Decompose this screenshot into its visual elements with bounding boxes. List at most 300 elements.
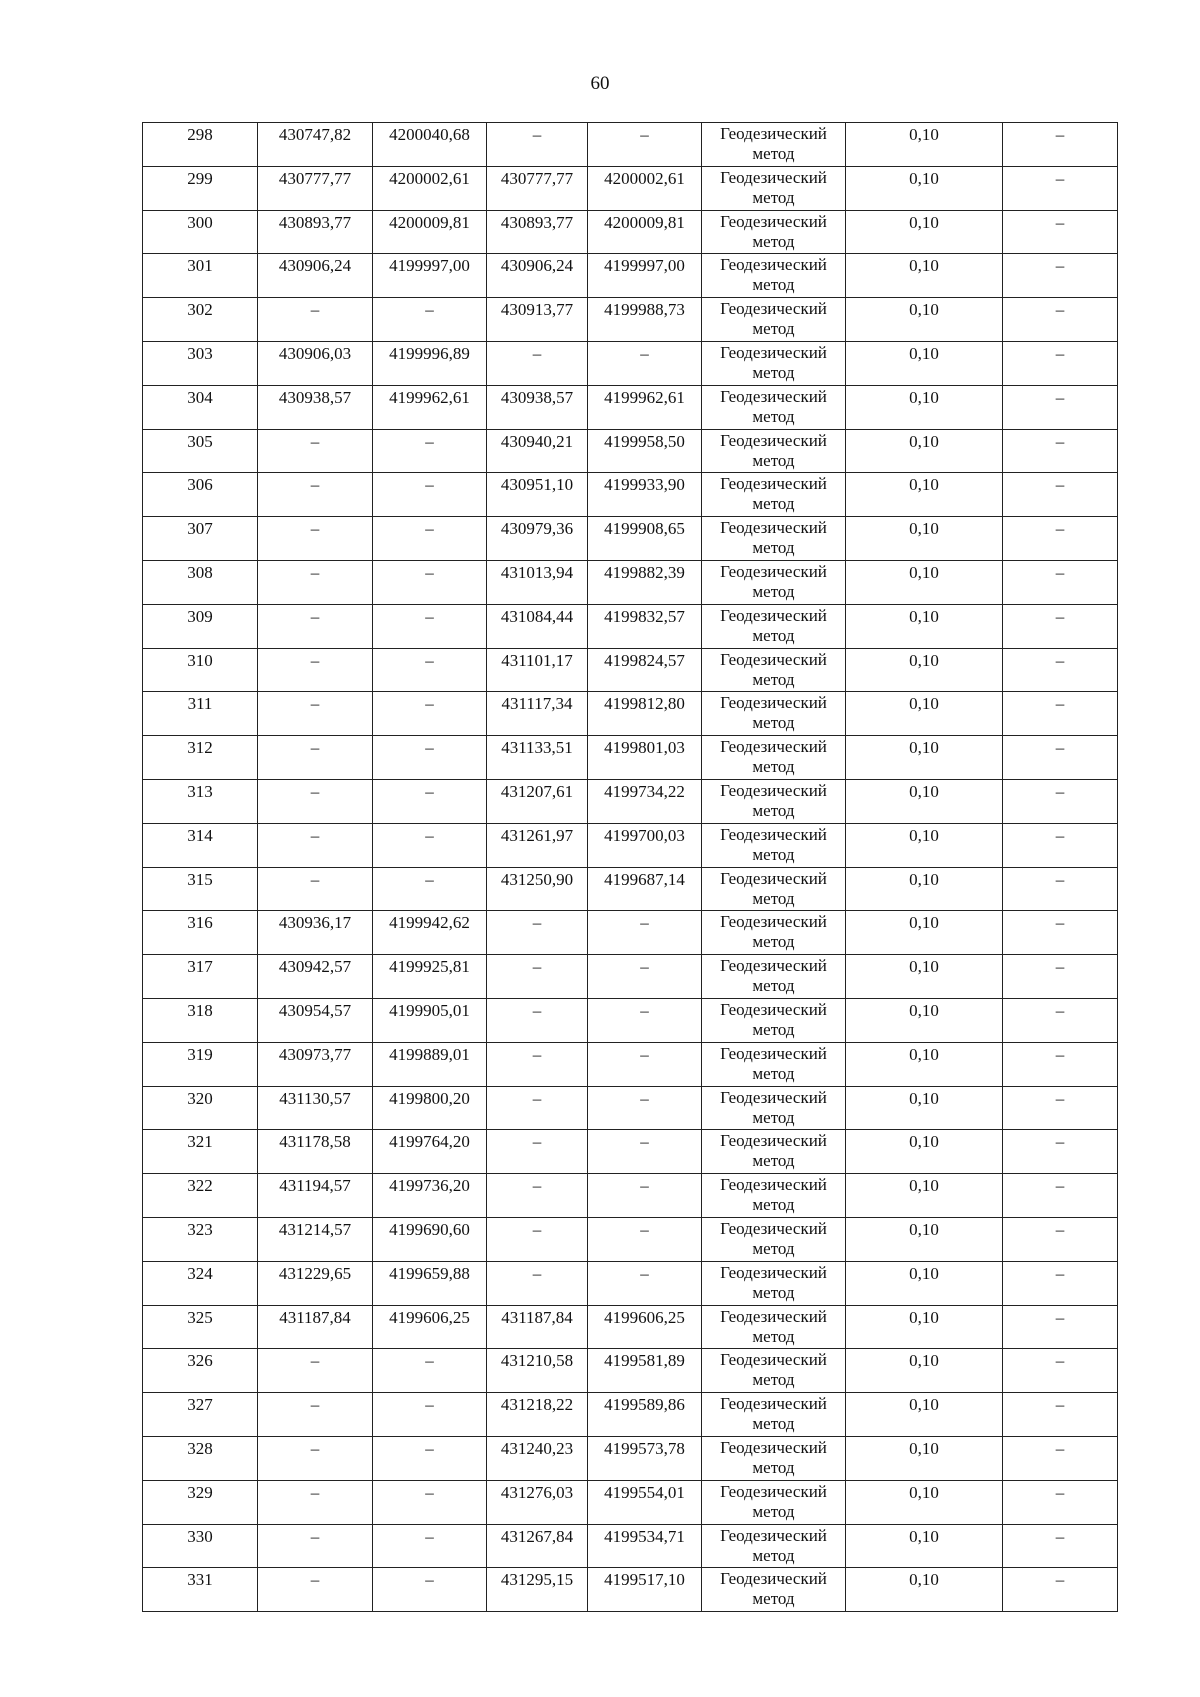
precision-cell: 0,10 (846, 648, 1003, 692)
precision-cell: 0,10 (846, 1042, 1003, 1086)
point-number-cell: 322 (143, 1174, 258, 1218)
old-x-cell: – (258, 1480, 373, 1524)
method-cell: Геодезический метод (702, 1086, 846, 1130)
precision-cell: 0,10 (846, 385, 1003, 429)
precision-cell: 0,10 (846, 604, 1003, 648)
new-x-cell: – (487, 955, 588, 999)
old-y-cell: – (373, 867, 487, 911)
new-y-cell: 4199882,39 (588, 560, 702, 604)
precision-cell: 0,10 (846, 779, 1003, 823)
old-y-cell: – (373, 823, 487, 867)
method-cell: Геодезический метод (702, 385, 846, 429)
new-x-cell: 430777,77 (487, 166, 588, 210)
old-y-cell: – (373, 779, 487, 823)
description-cell: – (1003, 1393, 1118, 1437)
point-number-cell: 302 (143, 298, 258, 342)
description-cell: – (1003, 911, 1118, 955)
description-cell: – (1003, 123, 1118, 167)
method-cell: Геодезический метод (702, 779, 846, 823)
old-y-cell: – (373, 429, 487, 473)
new-y-cell: – (588, 1174, 702, 1218)
point-number-cell: 311 (143, 692, 258, 736)
old-y-cell: – (373, 560, 487, 604)
method-cell: Геодезический метод (702, 823, 846, 867)
method-cell: Геодезический метод (702, 1217, 846, 1261)
old-x-cell: – (258, 1349, 373, 1393)
precision-cell: 0,10 (846, 736, 1003, 780)
old-x-cell: 430942,57 (258, 955, 373, 999)
coordinates-table (142, 122, 1118, 1612)
point-number-cell: 325 (143, 1305, 258, 1349)
new-x-cell: 431207,61 (487, 779, 588, 823)
method-cell: Геодезический метод (702, 1130, 846, 1174)
precision-cell: 0,10 (846, 1568, 1003, 1612)
description-cell: – (1003, 210, 1118, 254)
new-x-cell: 431295,15 (487, 1568, 588, 1612)
point-number-cell: 310 (143, 648, 258, 692)
precision-cell: 0,10 (846, 298, 1003, 342)
table-row (143, 1305, 1118, 1349)
new-x-cell: 431117,34 (487, 692, 588, 736)
point-number-cell: 307 (143, 517, 258, 561)
old-x-cell: – (258, 560, 373, 604)
old-y-cell: – (373, 1349, 487, 1393)
point-number-cell: 331 (143, 1568, 258, 1612)
description-cell: – (1003, 1480, 1118, 1524)
new-y-cell: 4199554,01 (588, 1480, 702, 1524)
method-cell: Геодезический метод (702, 210, 846, 254)
point-number-cell: 299 (143, 166, 258, 210)
old-y-cell: – (373, 473, 487, 517)
new-x-cell: 430938,57 (487, 385, 588, 429)
table-row (143, 473, 1118, 517)
new-y-cell: 4199801,03 (588, 736, 702, 780)
point-number-cell: 298 (143, 123, 258, 167)
new-x-cell: – (487, 1261, 588, 1305)
precision-cell: 0,10 (846, 692, 1003, 736)
new-y-cell: 4199824,57 (588, 648, 702, 692)
new-x-cell: 431210,58 (487, 1349, 588, 1393)
new-y-cell: 4199988,73 (588, 298, 702, 342)
new-y-cell: 4199700,03 (588, 823, 702, 867)
point-number-cell: 300 (143, 210, 258, 254)
description-cell: – (1003, 1349, 1118, 1393)
old-x-cell: 430906,03 (258, 341, 373, 385)
description-cell: – (1003, 736, 1118, 780)
old-y-cell: 4200002,61 (373, 166, 487, 210)
new-y-cell: 4200009,81 (588, 210, 702, 254)
old-x-cell: – (258, 1568, 373, 1612)
table-row (143, 823, 1118, 867)
table-row (143, 692, 1118, 736)
new-x-cell: 431276,03 (487, 1480, 588, 1524)
old-x-cell: 430893,77 (258, 210, 373, 254)
point-number-cell: 301 (143, 254, 258, 298)
new-y-cell: – (588, 1086, 702, 1130)
description-cell: – (1003, 1261, 1118, 1305)
point-number-cell: 312 (143, 736, 258, 780)
point-number-cell: 330 (143, 1524, 258, 1568)
description-cell: – (1003, 867, 1118, 911)
old-y-cell: – (373, 1568, 487, 1612)
precision-cell: 0,10 (846, 429, 1003, 473)
table-row (143, 1261, 1118, 1305)
old-x-cell: 430777,77 (258, 166, 373, 210)
old-x-cell: – (258, 473, 373, 517)
description-cell: – (1003, 298, 1118, 342)
table-row (143, 779, 1118, 823)
precision-cell: 0,10 (846, 166, 1003, 210)
table-row (143, 560, 1118, 604)
old-y-cell: – (373, 517, 487, 561)
method-cell: Геодезический метод (702, 1393, 846, 1437)
method-cell: Геодезический метод (702, 254, 846, 298)
old-y-cell: 4200040,68 (373, 123, 487, 167)
method-cell: Геодезический метод (702, 955, 846, 999)
new-y-cell: – (588, 998, 702, 1042)
old-x-cell: 430906,24 (258, 254, 373, 298)
precision-cell: 0,10 (846, 517, 1003, 561)
old-y-cell: – (373, 604, 487, 648)
table-row (143, 429, 1118, 473)
old-y-cell: – (373, 1393, 487, 1437)
new-x-cell: 431084,44 (487, 604, 588, 648)
method-cell: Геодезический метод (702, 867, 846, 911)
table-row (143, 1436, 1118, 1480)
point-number-cell: 313 (143, 779, 258, 823)
precision-cell: 0,10 (846, 1436, 1003, 1480)
old-x-cell: – (258, 604, 373, 648)
new-x-cell: – (487, 1086, 588, 1130)
table-row (143, 1086, 1118, 1130)
old-y-cell: – (373, 736, 487, 780)
new-y-cell: 4199581,89 (588, 1349, 702, 1393)
new-y-cell: – (588, 1217, 702, 1261)
old-y-cell: – (373, 1480, 487, 1524)
precision-cell: 0,10 (846, 1261, 1003, 1305)
old-x-cell: – (258, 1393, 373, 1437)
new-y-cell: – (588, 123, 702, 167)
old-y-cell: 4199997,00 (373, 254, 487, 298)
new-y-cell: 4199812,80 (588, 692, 702, 736)
new-y-cell: – (588, 1130, 702, 1174)
precision-cell: 0,10 (846, 1217, 1003, 1261)
point-number-cell: 327 (143, 1393, 258, 1437)
old-x-cell: 431214,57 (258, 1217, 373, 1261)
new-y-cell: 4199962,61 (588, 385, 702, 429)
precision-cell: 0,10 (846, 473, 1003, 517)
description-cell: – (1003, 823, 1118, 867)
old-y-cell: – (373, 298, 487, 342)
old-x-cell: – (258, 429, 373, 473)
description-cell: – (1003, 1042, 1118, 1086)
method-cell: Геодезический метод (702, 1436, 846, 1480)
table-row (143, 517, 1118, 561)
old-x-cell: – (258, 736, 373, 780)
description-cell: – (1003, 1217, 1118, 1261)
table-row (143, 123, 1118, 167)
precision-cell: 0,10 (846, 1086, 1003, 1130)
method-cell: Геодезический метод (702, 1568, 846, 1612)
precision-cell: 0,10 (846, 998, 1003, 1042)
method-cell: Геодезический метод (702, 736, 846, 780)
old-y-cell: 4199942,62 (373, 911, 487, 955)
old-x-cell: – (258, 517, 373, 561)
point-number-cell: 321 (143, 1130, 258, 1174)
method-cell: Геодезический метод (702, 648, 846, 692)
new-y-cell: 4199832,57 (588, 604, 702, 648)
old-x-cell: 430973,77 (258, 1042, 373, 1086)
new-x-cell: – (487, 341, 588, 385)
description-cell: – (1003, 429, 1118, 473)
method-cell: Геодезический метод (702, 911, 846, 955)
point-number-cell: 306 (143, 473, 258, 517)
description-cell: – (1003, 166, 1118, 210)
table-row (143, 385, 1118, 429)
new-x-cell: – (487, 1174, 588, 1218)
new-x-cell: – (487, 998, 588, 1042)
old-x-cell: 430936,17 (258, 911, 373, 955)
method-cell: Геодезический метод (702, 1261, 846, 1305)
old-y-cell: 4199659,88 (373, 1261, 487, 1305)
table-row (143, 955, 1118, 999)
description-cell: – (1003, 341, 1118, 385)
old-x-cell: 430954,57 (258, 998, 373, 1042)
description-cell: – (1003, 517, 1118, 561)
precision-cell: 0,10 (846, 911, 1003, 955)
description-cell: – (1003, 955, 1118, 999)
point-number-cell: 326 (143, 1349, 258, 1393)
precision-cell: 0,10 (846, 1349, 1003, 1393)
point-number-cell: 316 (143, 911, 258, 955)
table-row (143, 1349, 1118, 1393)
new-y-cell: 4199734,22 (588, 779, 702, 823)
new-y-cell: 4199517,10 (588, 1568, 702, 1612)
new-x-cell: 431013,94 (487, 560, 588, 604)
description-cell: – (1003, 1305, 1118, 1349)
old-x-cell: – (258, 692, 373, 736)
point-number-cell: 319 (143, 1042, 258, 1086)
old-x-cell: – (258, 1524, 373, 1568)
description-cell: – (1003, 385, 1118, 429)
point-number-cell: 329 (143, 1480, 258, 1524)
table-row (143, 604, 1118, 648)
description-cell: – (1003, 473, 1118, 517)
old-x-cell: 431130,57 (258, 1086, 373, 1130)
method-cell: Геодезический метод (702, 166, 846, 210)
precision-cell: 0,10 (846, 1524, 1003, 1568)
table-row (143, 341, 1118, 385)
point-number-cell: 320 (143, 1086, 258, 1130)
table-body (143, 123, 1118, 1612)
old-x-cell: – (258, 1436, 373, 1480)
method-cell: Геодезический метод (702, 560, 846, 604)
point-number-cell: 303 (143, 341, 258, 385)
new-x-cell: 431261,97 (487, 823, 588, 867)
table-row (143, 1480, 1118, 1524)
point-number-cell: 323 (143, 1217, 258, 1261)
old-y-cell: 4199606,25 (373, 1305, 487, 1349)
table-row (143, 648, 1118, 692)
new-x-cell: 430893,77 (487, 210, 588, 254)
description-cell: – (1003, 1436, 1118, 1480)
point-number-cell: 317 (143, 955, 258, 999)
new-y-cell: 4199589,86 (588, 1393, 702, 1437)
new-x-cell: 430906,24 (487, 254, 588, 298)
table-row (143, 1130, 1118, 1174)
precision-cell: 0,10 (846, 823, 1003, 867)
old-y-cell: 4199925,81 (373, 955, 487, 999)
table-row (143, 254, 1118, 298)
old-x-cell: 431229,65 (258, 1261, 373, 1305)
method-cell: Геодезический метод (702, 1480, 846, 1524)
new-y-cell: 4199958,50 (588, 429, 702, 473)
point-number-cell: 328 (143, 1436, 258, 1480)
description-cell: – (1003, 692, 1118, 736)
method-cell: Геодезический метод (702, 473, 846, 517)
precision-cell: 0,10 (846, 254, 1003, 298)
new-y-cell: 4199534,71 (588, 1524, 702, 1568)
table-row (143, 1568, 1118, 1612)
new-x-cell: 431187,84 (487, 1305, 588, 1349)
point-number-cell: 309 (143, 604, 258, 648)
new-x-cell: – (487, 123, 588, 167)
table-row (143, 298, 1118, 342)
precision-cell: 0,10 (846, 867, 1003, 911)
old-y-cell: 4199889,01 (373, 1042, 487, 1086)
description-cell: – (1003, 1086, 1118, 1130)
new-y-cell: 4199687,14 (588, 867, 702, 911)
description-cell: – (1003, 1130, 1118, 1174)
old-x-cell: 430747,82 (258, 123, 373, 167)
new-y-cell: – (588, 341, 702, 385)
precision-cell: 0,10 (846, 1174, 1003, 1218)
new-x-cell: 431240,23 (487, 1436, 588, 1480)
point-number-cell: 305 (143, 429, 258, 473)
new-y-cell: 4200002,61 (588, 166, 702, 210)
description-cell: – (1003, 560, 1118, 604)
precision-cell: 0,10 (846, 341, 1003, 385)
old-x-cell: 431178,58 (258, 1130, 373, 1174)
method-cell: Геодезический метод (702, 692, 846, 736)
point-number-cell: 308 (143, 560, 258, 604)
method-cell: Геодезический метод (702, 1174, 846, 1218)
description-cell: – (1003, 604, 1118, 648)
table-row (143, 736, 1118, 780)
old-x-cell: – (258, 648, 373, 692)
old-x-cell: 430938,57 (258, 385, 373, 429)
new-x-cell: – (487, 1130, 588, 1174)
precision-cell: 0,10 (846, 210, 1003, 254)
new-y-cell: – (588, 955, 702, 999)
precision-cell: 0,10 (846, 1305, 1003, 1349)
table-row (143, 1393, 1118, 1437)
method-cell: Геодезический метод (702, 998, 846, 1042)
new-y-cell: – (588, 1261, 702, 1305)
description-cell: – (1003, 254, 1118, 298)
new-x-cell: – (487, 911, 588, 955)
old-x-cell: 431194,57 (258, 1174, 373, 1218)
old-x-cell: – (258, 298, 373, 342)
table-row (143, 911, 1118, 955)
point-number-cell: 318 (143, 998, 258, 1042)
old-y-cell: – (373, 648, 487, 692)
method-cell: Геодезический метод (702, 1349, 846, 1393)
old-y-cell: 4199800,20 (373, 1086, 487, 1130)
old-y-cell: – (373, 1436, 487, 1480)
description-cell: – (1003, 779, 1118, 823)
precision-cell: 0,10 (846, 955, 1003, 999)
point-number-cell: 314 (143, 823, 258, 867)
method-cell: Геодезический метод (702, 429, 846, 473)
new-y-cell: 4199573,78 (588, 1436, 702, 1480)
table-row (143, 166, 1118, 210)
table-row (143, 210, 1118, 254)
page-number: 60 (590, 73, 610, 94)
method-cell: Геодезический метод (702, 1305, 846, 1349)
new-x-cell: 431101,17 (487, 648, 588, 692)
old-x-cell: – (258, 779, 373, 823)
method-cell: Геодезический метод (702, 1524, 846, 1568)
method-cell: Геодезический метод (702, 517, 846, 561)
precision-cell: 0,10 (846, 1393, 1003, 1437)
new-y-cell: 4199997,00 (588, 254, 702, 298)
old-y-cell: 4199905,01 (373, 998, 487, 1042)
new-x-cell: 430940,21 (487, 429, 588, 473)
new-y-cell: – (588, 911, 702, 955)
method-cell: Геодезический метод (702, 123, 846, 167)
new-x-cell: 430951,10 (487, 473, 588, 517)
old-y-cell: 4199764,20 (373, 1130, 487, 1174)
precision-cell: 0,10 (846, 123, 1003, 167)
new-x-cell: 430979,36 (487, 517, 588, 561)
new-x-cell: 431218,22 (487, 1393, 588, 1437)
new-x-cell: 430913,77 (487, 298, 588, 342)
new-y-cell: 4199908,65 (588, 517, 702, 561)
new-x-cell: – (487, 1217, 588, 1261)
new-y-cell: 4199933,90 (588, 473, 702, 517)
old-y-cell: 4199736,20 (373, 1174, 487, 1218)
old-x-cell: 431187,84 (258, 1305, 373, 1349)
new-x-cell: 431250,90 (487, 867, 588, 911)
description-cell: – (1003, 648, 1118, 692)
old-y-cell: 4199690,60 (373, 1217, 487, 1261)
new-x-cell: – (487, 1042, 588, 1086)
method-cell: Геодезический метод (702, 298, 846, 342)
old-y-cell: 4200009,81 (373, 210, 487, 254)
old-y-cell: 4199962,61 (373, 385, 487, 429)
description-cell: – (1003, 998, 1118, 1042)
new-x-cell: 431267,84 (487, 1524, 588, 1568)
precision-cell: 0,10 (846, 1480, 1003, 1524)
point-number-cell: 304 (143, 385, 258, 429)
method-cell: Геодезический метод (702, 341, 846, 385)
table-row (143, 1174, 1118, 1218)
old-y-cell: – (373, 692, 487, 736)
new-y-cell: – (588, 1042, 702, 1086)
precision-cell: 0,10 (846, 560, 1003, 604)
old-x-cell: – (258, 867, 373, 911)
method-cell: Геодезический метод (702, 604, 846, 648)
method-cell: Геодезический метод (702, 1042, 846, 1086)
table-row (143, 867, 1118, 911)
new-y-cell: 4199606,25 (588, 1305, 702, 1349)
description-cell: – (1003, 1174, 1118, 1218)
description-cell: – (1003, 1524, 1118, 1568)
table-row (143, 1524, 1118, 1568)
table-row (143, 1217, 1118, 1261)
table-row (143, 1042, 1118, 1086)
